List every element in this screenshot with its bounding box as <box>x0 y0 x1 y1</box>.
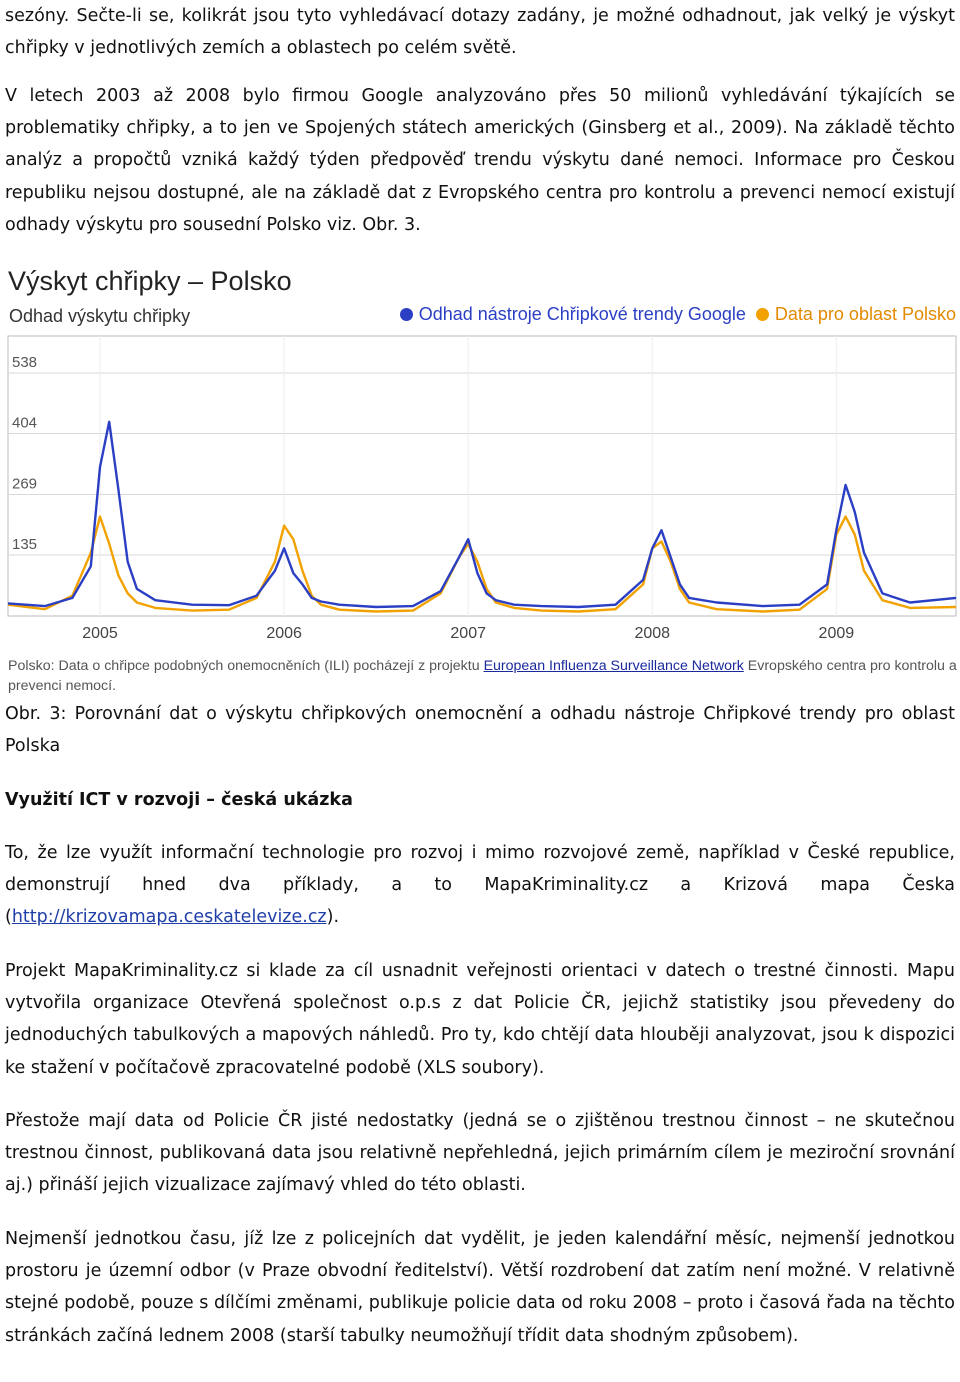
y-tick-label-404: 404 <box>12 414 38 432</box>
x-tick-label-2007: 2007 <box>450 625 486 642</box>
x-tick-label-2006: 2006 <box>266 625 302 642</box>
legend-google-label: Odhad nástroje Chřipkové trendy Google <box>418 304 746 324</box>
paragraph-mapakriminality: Projekt MapaKriminality.cz si klade za cíl usnadnit veřejnosti orientaci v datech o trestné činnosti. Mapu vytvořila organizace Otevřená společnost o.p.s z dat Policie ČR, jejichž statistiky jsou převedeny do jednoduchých tabulkových a mapových náhledů. Pro ty, kdo chtějí data hlouběji analyzovat, jsou k dispozici ke stažení v počítačově zpracovatelné podobě (XLS soubory). <box>5 961 955 1078</box>
figure-title: Výskyt chřipky – Polsko <box>8 266 292 296</box>
x-tick-label-2009: 2009 <box>818 625 855 642</box>
legend-data-dot <box>756 308 769 321</box>
krizova-mapa-link[interactable]: http://krizovamapa.ceskatelevize.cz <box>11 907 327 928</box>
figure-flu-poland <box>0 262 960 700</box>
legend-google-dot <box>400 308 413 321</box>
source-link[interactable]: European Influenza Surveillance Network <box>483 658 744 674</box>
paragraph-ict-examples <box>5 837 955 934</box>
source-suffix: Evropského centra pro kontrolu a prevenci nemocí. <box>8 658 957 694</box>
section-heading: Využití ICT v rozvoji – česká ukázka <box>5 790 353 810</box>
flu-chart <box>0 330 960 652</box>
y-tick-label-269: 269 <box>12 475 38 493</box>
x-tick-label-2008: 2008 <box>634 625 671 642</box>
figure-legend <box>400 304 956 325</box>
paragraph-google-analysis: V letech 2003 až 2008 bylo firmou Google analyzováno přes 50 milionů vyhledávání týkajících se problematiky chřipky, a to jen ve Spojených státech amerických (Ginsberg et al., 2009). Na základě těchto analýz a propočtů vzniká každý týden předpověď trendu výskytu dané nemoci. Informace pro Českou republiku nejsou dostupné, ale na základě dat z Evropského centra pro kontrolu a prevenci nemocí existují odhady výskytu pro sousední Polsko viz. Obr. 3. <box>5 86 955 235</box>
figure-subtitle: Odhad výskytu chřipky <box>9 306 191 326</box>
figure-caption: Obr. 3: Porovnání dat o výskytu chřipkových onemocnění a odhadu nástroje Chřipkové trendy pro oblast Polska <box>5 704 955 757</box>
legend-data-label: Data pro oblast Polsko <box>774 304 956 324</box>
paragraph-intro: sezóny. Sečte-li se, kolikrát jsou tyto vyhledávací dotazy zadány, je možné odhadnout, jak velký je výskyt chřipky v jednotlivých zemích a oblastech po celém světě. <box>5 6 955 59</box>
p3-end: ). <box>326 907 340 928</box>
paragraph-police-data: Přestože mají data od Policie ČR jisté nedostatky (jedná se o zjištěnou trestnou činnost – ne skutečnou trestnou činnost, publikovaná data jsou relativně nepřehledná, jejich primárním cílem je meziroční srovnání aj.) přináší jejich vizualizace zajímavý vhled do této oblasti. <box>5 1111 955 1196</box>
figure-source <box>8 656 958 696</box>
y-tick-label-538: 538 <box>12 354 38 372</box>
y-tick-label-135: 135 <box>12 536 38 554</box>
x-tick-label-2005: 2005 <box>82 625 118 642</box>
p3-text: To, že lze využít informační technologie pro rozvoj i mimo rozvojové země, například v České republice, demonstrují hned dva příklady, a to MapaKriminality.cz a Krizová mapa Česka ( <box>5 843 955 928</box>
source-prefix: Polsko: Data o chřipce podobných onemocněních (ILI) pocházejí z projektu <box>8 658 484 674</box>
paragraph-time-unit: Nejmenší jednotkou času, jíž lze z policejních dat vydělit, je jeden kalendářní měsíc, nejmenší jednotkou prostoru je územní odbor (v Praze obvodní ředitelství). Větší rozdrobení dat zatím není možné. V relativně stejné podobě, pouze s dílčími změnami, publikuje policie data od roku 2008 – proto i časová řada na těchto stránkách začíná lednem 2008 (starší tabulky neumožňují třídit data shodným způsobem). <box>5 1229 955 1346</box>
